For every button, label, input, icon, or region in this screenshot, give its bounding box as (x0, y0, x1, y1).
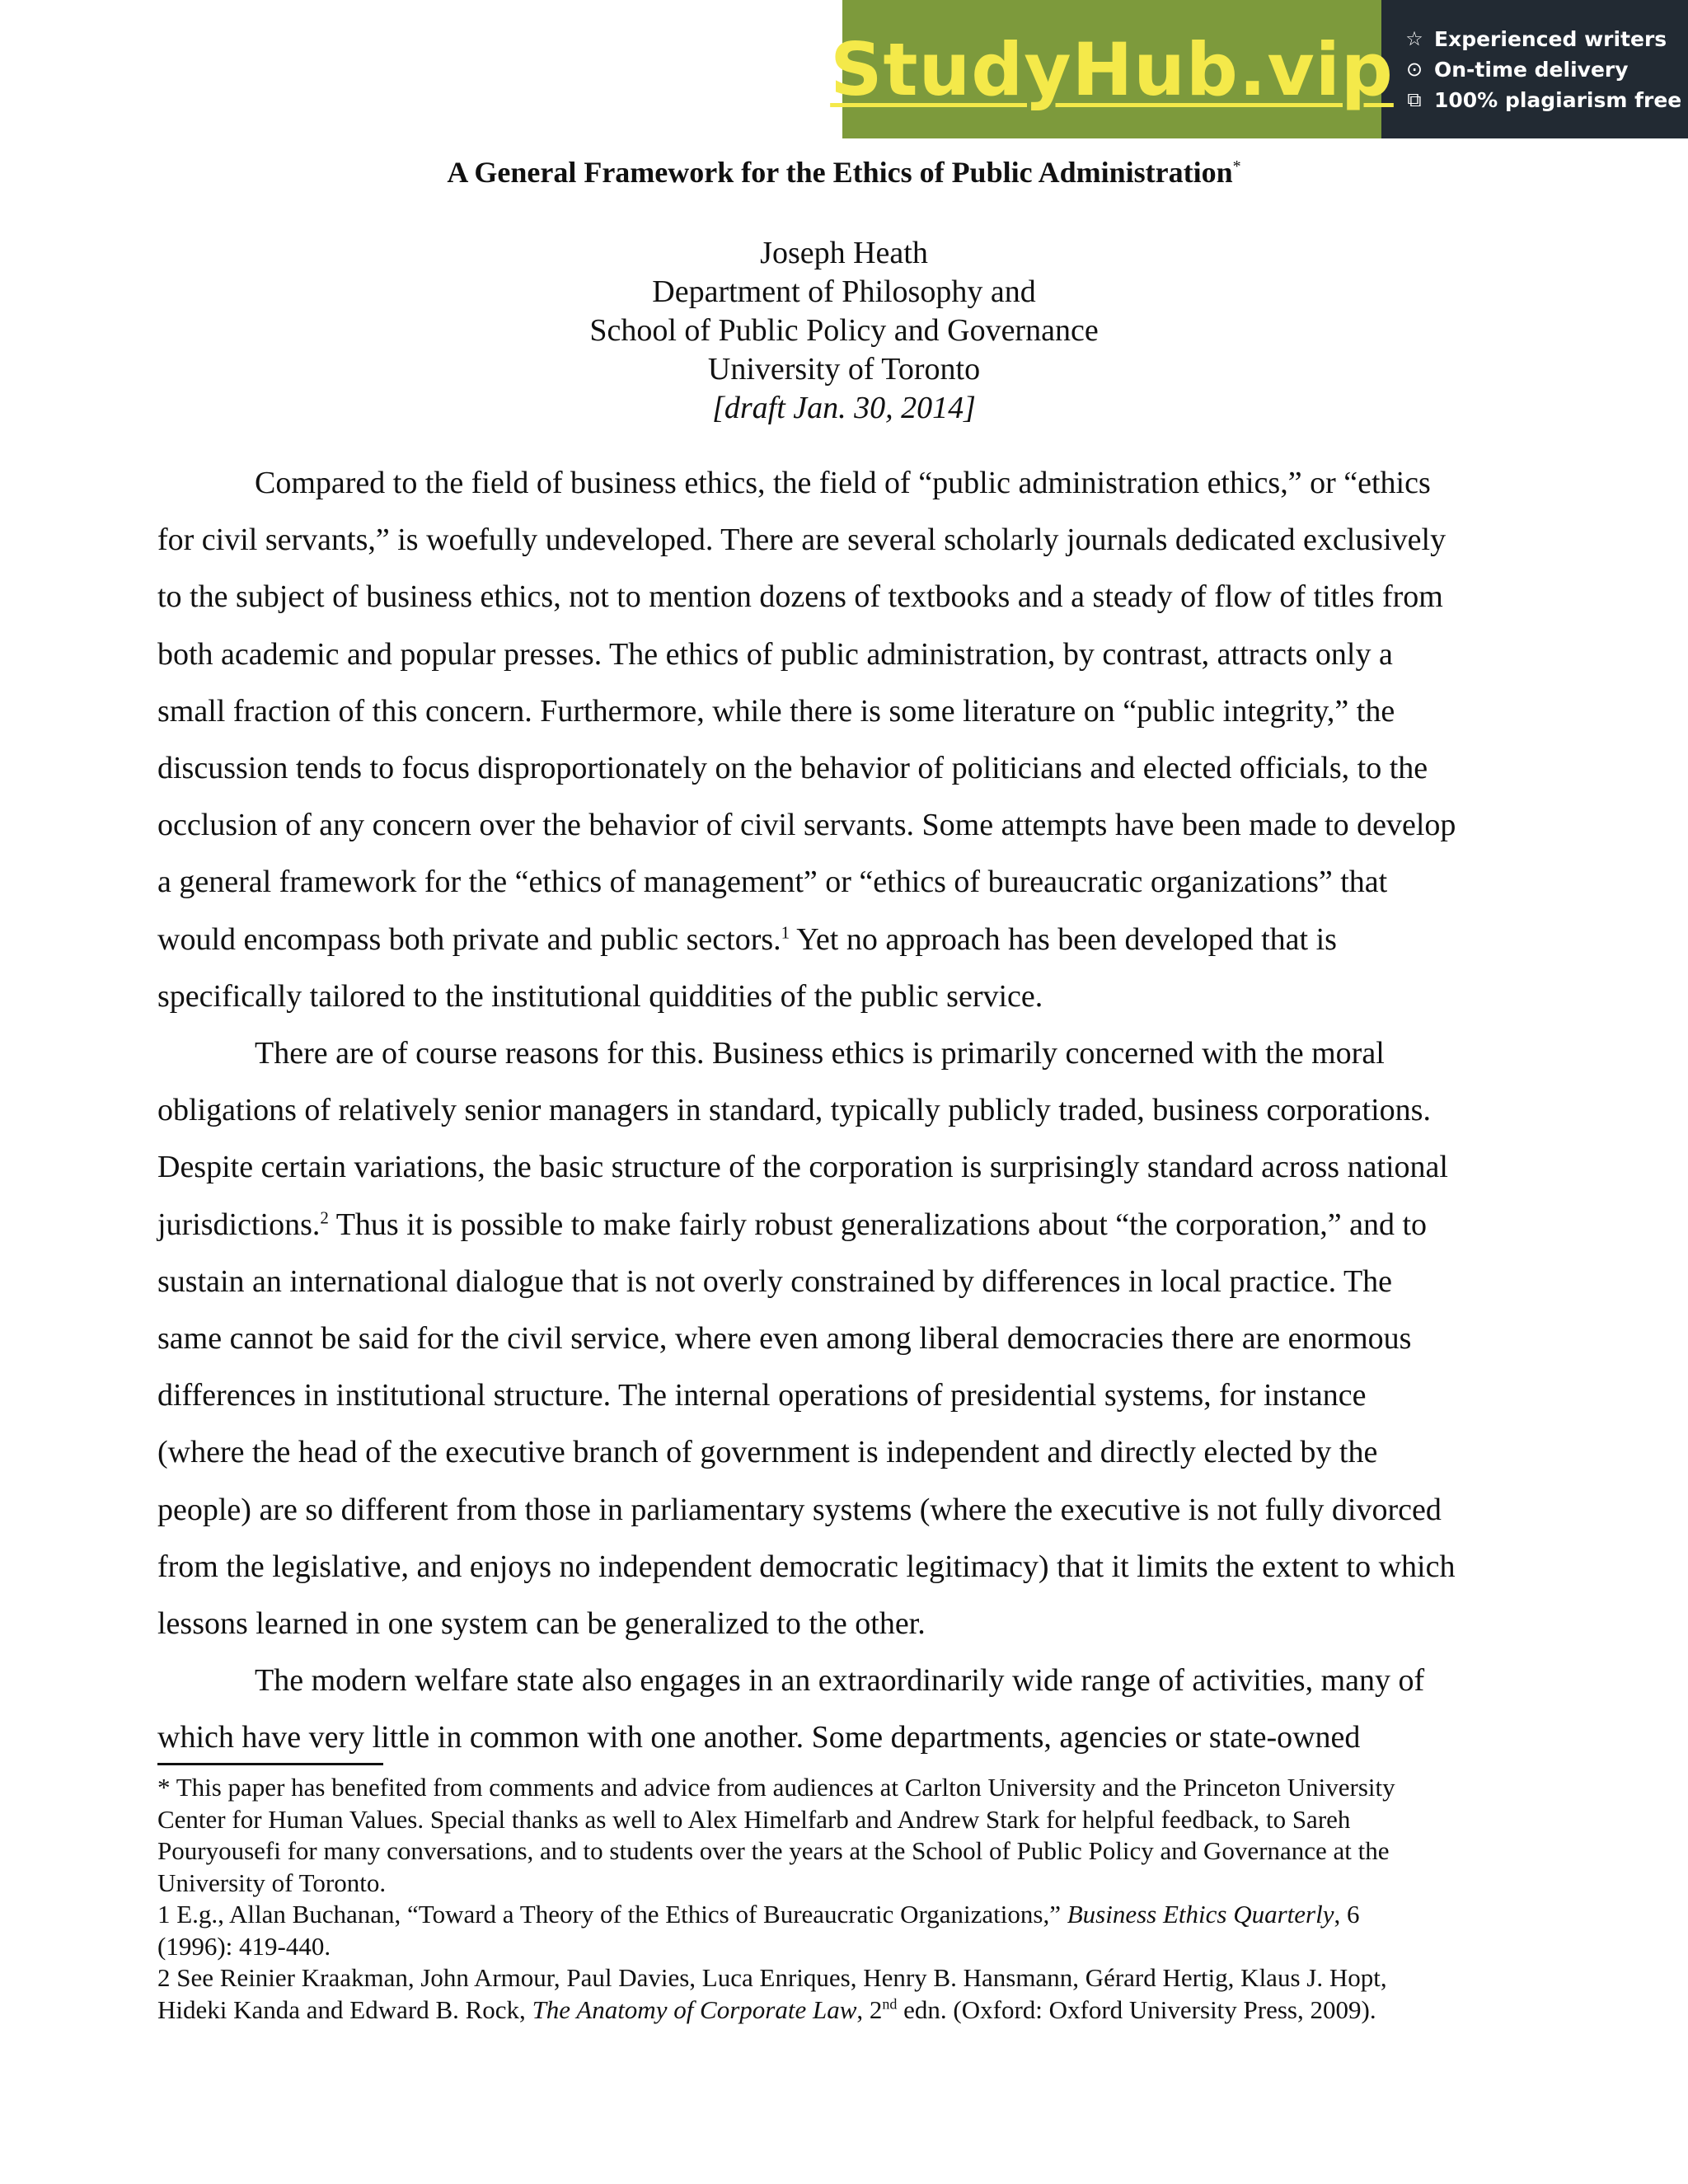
feature-item (1403, 27, 1688, 51)
title-footnote-mark[interactable]: * (1232, 157, 1241, 176)
text-line: small fraction of this concern. Furthermore, while there is some literature on “public integrity,” the (157, 693, 1395, 729)
footnotes (157, 1772, 1532, 2026)
feature-label: On-time delivery (1434, 57, 1629, 82)
text-line: a general framework for the “ethics of management” or “ethics of bureaucratic organizations” that (157, 865, 1388, 900)
text-line: lessons learned in one system can be generalized to the other. (157, 1606, 926, 1642)
feature-item (1403, 88, 1688, 112)
draft-date: [draft Jan. 30, 2014] (712, 391, 976, 425)
text-line: sustain an international dialogue that is not overly constrained by differences in local practice. The (157, 1263, 1393, 1299)
text-line: for civil servants,” is woefully undeveloped. There are several scholarly journals dedicated exclusively (157, 523, 1447, 558)
footnote-line (157, 1994, 1532, 2027)
feature-label: Experienced writers (1434, 26, 1667, 51)
footnote-line: 2 See Reinier Kraakman, John Armour, Paul Davies, Luca Enriques, Henry B. Hansmann, Gérard Hertig, Klaus J. Hopt, (157, 1963, 1387, 1992)
footnote-line: (1996): 419-440. (157, 1931, 331, 1961)
brand-name: StudyHub.vip (830, 26, 1394, 112)
text-line: (where the head of the executive branch of government is independent and directly elected by the (157, 1435, 1378, 1470)
journal-title: Business Ethics Quarterly (1067, 1900, 1334, 1929)
text-line: occlusion of any concern over the behavior of civil servants. Some attempts have been made to develop (157, 808, 1456, 843)
footnote-line: Center for Human Values. Special thanks as well to Alex Himelfarb and Andrew Stark for helpful feedback, to Sareh (157, 1804, 1351, 1834)
book-title: The Anatomy of Corporate Law (532, 1994, 857, 2024)
text-line: discussion tends to focus disproportionately on the behavior of politicians and elected officials, to the (157, 751, 1428, 786)
title-text: A General Framework for the Ethics of Public Administration (447, 156, 1233, 189)
footnote-line (157, 1899, 1532, 1931)
feature-list (1381, 0, 1688, 138)
footnote-divider (157, 1763, 383, 1765)
text-line: which have very little in common with one another. Some departments, agencies or state-owned (157, 1720, 1361, 1755)
text-span: Thus it is possible to make fairly robust generalizations about “the corporation,” and to (328, 1207, 1428, 1242)
text-line: Compared to the field of business ethics, the field of “public administration ethics,” or “ethics (255, 466, 1431, 500)
text-span: 1 E.g., Allan Buchanan, “Toward a Theory of the Ethics of Bureaucratic Organizations,” (157, 1900, 1067, 1929)
footnote-line: University of Toronto. (157, 1868, 387, 1897)
paragraph (157, 1025, 1532, 1082)
paragraph (157, 455, 1532, 512)
affiliation-line: University of Toronto (707, 352, 981, 387)
footnote-1 (157, 1899, 1532, 1962)
text-span: jurisdictions. (157, 1207, 321, 1242)
text-line: specifically tailored to the institutional quiddities of the public service. (157, 978, 1043, 1014)
text-line: There are of course reasons for this. Business ethics is primarily concerned with the moral (255, 1036, 1385, 1071)
paragraph-continuation (157, 1082, 1532, 1652)
footnote-ref-1[interactable]: 1 (781, 921, 790, 942)
text-line: Despite certain variations, the basic structure of the corporation is surprisingly standard across national (157, 1150, 1448, 1185)
superscript: nd (882, 1995, 898, 2013)
text-line: The modern welfare state also engages in an extraordinarily wide range of activities, many of (255, 1663, 1425, 1699)
clock-icon: ⊙ (1405, 58, 1423, 81)
text-span: would encompass both private and public sectors. (157, 921, 781, 957)
text-line: differences in institutional structure. The internal operations of presidential systems, for instance (157, 1378, 1367, 1413)
footnote-line: * This paper has benefited from comments and advice from audiences at Carlton University and the Princeton University (157, 1773, 1395, 1802)
ad-banner[interactable] (830, 0, 1688, 138)
body-text (157, 455, 1532, 1767)
text-span: , 2 (856, 1994, 883, 2024)
paragraph-continuation (157, 512, 1532, 1025)
footnote-2 (157, 1962, 1532, 2026)
star-icon: ☆ (1405, 27, 1423, 50)
text-line: obligations of relatively senior managers in standard, typically publicly traded, business corporations. (157, 1093, 1431, 1128)
text-span: Yet no approach has been developed that is (790, 921, 1337, 957)
paragraph (157, 1652, 1532, 1709)
footnote-ref-2[interactable]: 2 (320, 1207, 329, 1227)
text-line: same cannot be said for the civil service, where even among liberal democracies there are enormous (157, 1321, 1412, 1357)
feature-label: 100% plagiarism free (1434, 87, 1682, 112)
paragraph-continuation (157, 1709, 1532, 1766)
text-span: edn. (Oxford: Oxford University Press, 2009). (897, 1994, 1376, 2024)
text-line: from the legislative, and enjoys no independent democratic legitimacy) that it limits the extent to which (157, 1549, 1456, 1584)
footnote-line: Pouryousefi for many conversations, and to students over the years at the School of Public Policy and Governance at the (157, 1836, 1390, 1865)
affiliation-line: School of Public Policy and Governance (589, 313, 1099, 348)
affiliation-line: Department of Philosophy and (652, 274, 1036, 309)
author-block (0, 234, 1688, 428)
feature-item (1403, 58, 1688, 82)
text-span: Hideki Kanda and Edward B. Rock, (157, 1994, 532, 2024)
footnote-star (157, 1772, 1532, 1899)
text-line (157, 912, 1532, 968)
document-title (0, 155, 1688, 190)
text-line: people) are so different from those in parliamentary systems (where the executive is not fully divorced (157, 1492, 1442, 1527)
text-line (157, 1197, 1532, 1254)
copy-icon: ⧉ (1407, 88, 1422, 111)
text-span: , 6 (1334, 1900, 1360, 1929)
text-line: both academic and popular presses. The ethics of public administration, by contrast, attracts only a (157, 636, 1393, 672)
brand-logo[interactable] (830, 0, 1394, 138)
author-name: Joseph Heath (760, 236, 928, 270)
text-line: to the subject of business ethics, not to mention dozens of textbooks and a steady of flow of titles from (157, 579, 1443, 615)
